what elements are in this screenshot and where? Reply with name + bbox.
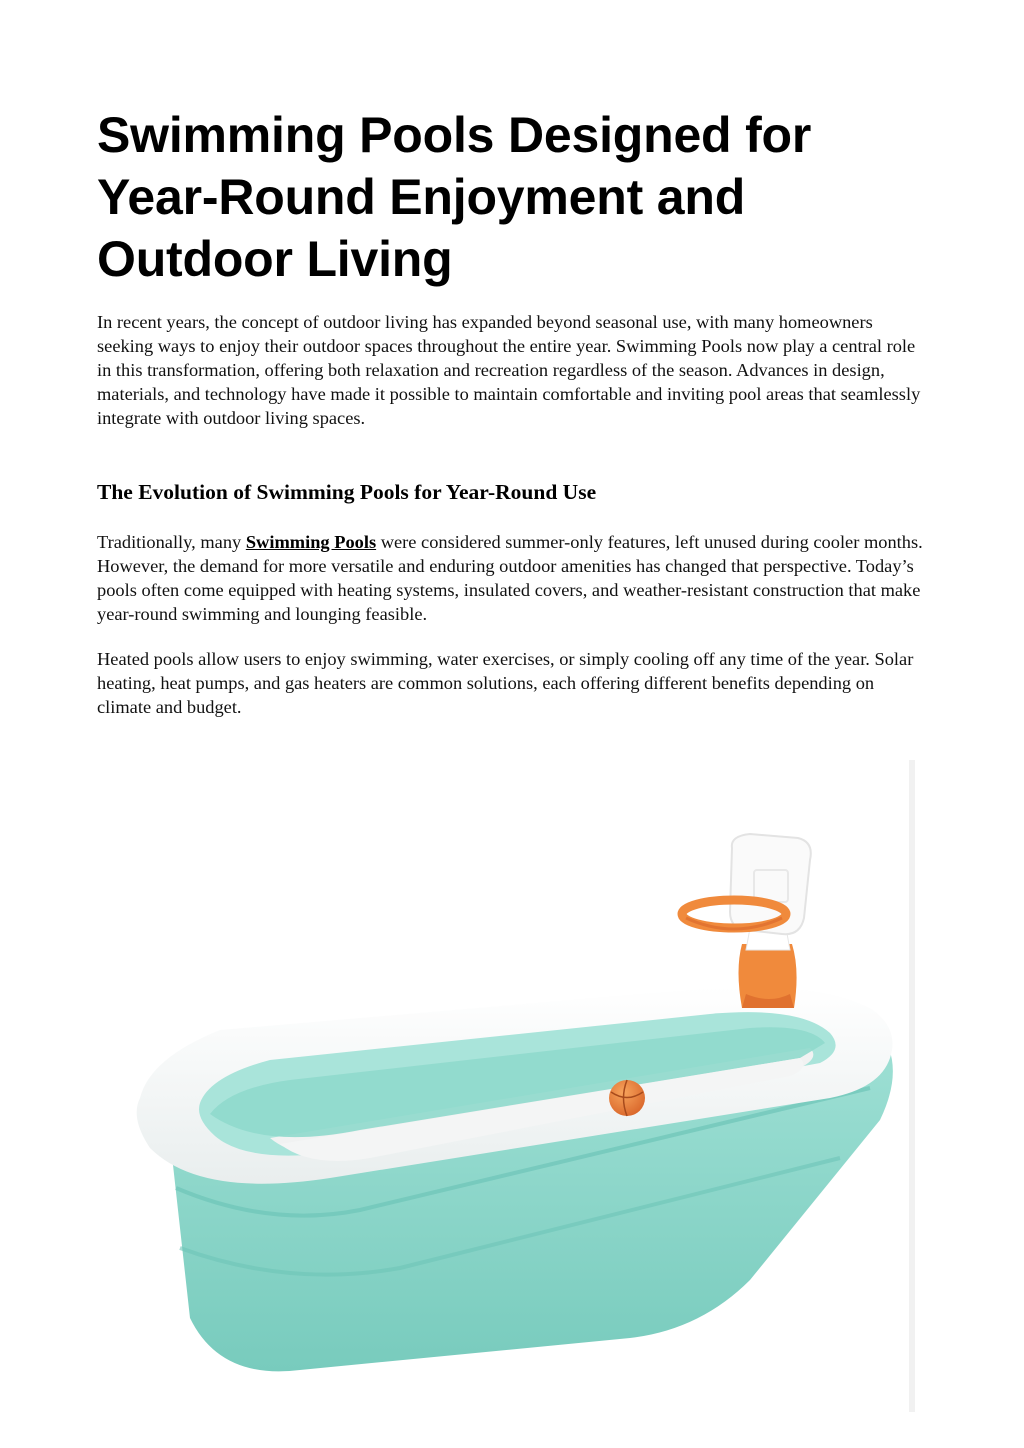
intro-paragraph: In recent years, the concept of outdoor living has expanded beyond seasonal use, with many homeowners seeking ways to enjoy their outdoor spaces throughout the entire year. Swimming Pools now play a central role in this transformation, offering both relaxation and recreation regardless of the season. Advances in design, materials, and technology have made it possible to maintain comfortable and inviting pool areas that seamlessly integrate with outdoor living spaces.: [97, 312, 921, 428]
swimming-pools-link[interactable]: Swimming Pools: [245, 532, 377, 552]
paragraph-text: were considered summer-only features, left unused during cooler months. However, the demand for more versatile and enduring outdoor amenities has changed that perspective. Today’s pools often come equipped with heating systems, insulated covers, and weather-resistant construction that make year-round swimming and lounging feasible.: [97, 532, 923, 624]
product-image: [110, 758, 920, 1418]
section-heading: The Evolution of Swimming Pools for Year-Round Use: [97, 480, 597, 504]
section-paragraph-1: [97, 530, 927, 626]
inflatable-pool-illustration: [110, 758, 920, 1418]
image-edge: [909, 760, 915, 1412]
basketball: [609, 1080, 645, 1116]
section-paragraph-2: Heated pools allow users to enjoy swimming, water exercises, or simply cooling off any time of the year. Solar heating, heat pumps, and gas heaters are common solutions, each offering different benefits depending on climate and budget.: [97, 649, 914, 717]
page-title: Swimming Pools Designed for Year-Round Enjoyment and Outdoor Living: [97, 107, 812, 287]
pool-body: [137, 986, 893, 1371]
basketball-hoop: [682, 834, 811, 1008]
paragraph-text: Traditionally, many: [97, 532, 246, 552]
